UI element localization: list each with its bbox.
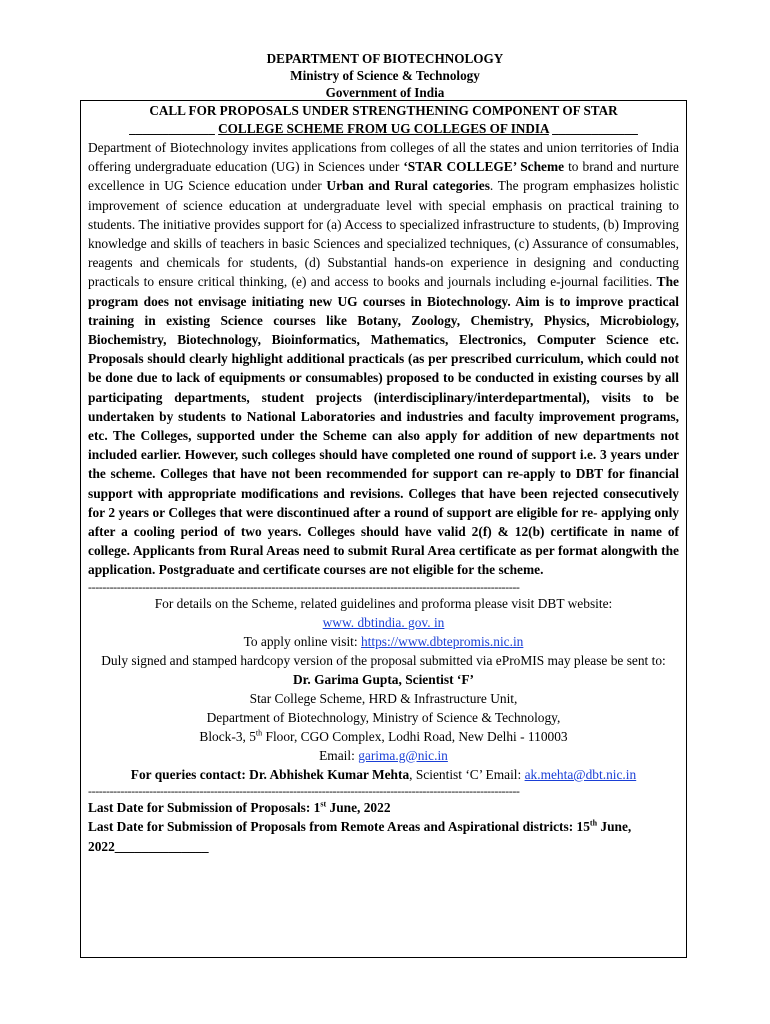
ministry-title: Ministry of Science & Technology (290, 68, 480, 83)
title-underline-left: _____________ (129, 121, 215, 136)
apply-online-line (88, 632, 679, 651)
separator-line: ------------------------------------------------------------------------------------------------------------------------ (88, 579, 520, 594)
address-line-3 (88, 727, 679, 746)
contact-name: Dr. Garima Gupta, Scientist ‘F’ (292, 671, 474, 687)
deadline-remote-label: Last Date for Submission of Proposals from Remote Areas and Aspirational districts: 15 (88, 819, 590, 835)
deadline-general-label: Last Date for Submission of Proposals: 1 (88, 799, 321, 815)
hardcopy-text: Duly signed and stamped hardcopy version of the proposal submitted via eProMIS may please be sent to: (101, 652, 666, 668)
contact-email-link[interactable]: garima.g@nic.in (358, 747, 448, 763)
description-text-2: to brand and nurture excellence in UG Science education under (88, 159, 679, 194)
queries-role: , Scientist ‘C’ Email: (409, 766, 525, 782)
queries-line (88, 765, 679, 784)
apply-online-label: To apply online visit: (243, 633, 361, 649)
email-label: Email: (319, 747, 359, 763)
epromis-link[interactable]: https://www.dbtepromis.nic.in (360, 633, 524, 649)
description-text-1: Department of Biotechnology invites applications from colleges of all the states and union territories of India offering undergraduate education (UG) in Sciences under (88, 140, 679, 175)
deadline-general (88, 798, 679, 818)
description-scheme-name: ‘STAR COLLEGE’ Scheme (403, 159, 565, 175)
deadline-general-date: June, 2022 (326, 799, 391, 815)
department-title: DEPARTMENT OF BIOTECHNOLOGY (266, 51, 504, 66)
title-underline-right: _____________ (552, 121, 638, 136)
call-box (80, 100, 687, 958)
deadline-remote-suffix: th (589, 818, 598, 828)
address-block: Block-3, 5 (199, 728, 256, 744)
address-line-1: Star College Scheme, HRD & Infrastructure Unit, (249, 690, 518, 706)
document-header (0, 50, 770, 101)
deadline-remote (88, 817, 679, 856)
deadlines-section (88, 798, 679, 857)
description-text-3: . The program emphasizes holistic improvement of science education at undergraduate level with special emphasis on practical training to students. The initiative provides support for (a) Access to specialized infrastructure to students, (b) Improving knowledge and skills of teachers in basic Sciences and specialized techniques, (c) Assurance of consumables, reagents and chemicals for students, (d) Substantial hands-on experience in designing and conducting practicals to ensure critical thinking, (e) and access to books and journals including e-journal facilities. (88, 178, 680, 290)
details-section (88, 594, 679, 784)
deadline-general-suffix: st (320, 799, 327, 809)
call-title-line1: CALL FOR PROPOSALS UNDER STRENGTHENING COMPONENT OF STAR (149, 103, 618, 118)
queries-email-link[interactable]: ak.mehta@dbt.nic.in (524, 766, 637, 782)
details-text: For details on the Scheme, related guidelines and proforma please visit DBT website: (154, 595, 613, 611)
dbt-website-link[interactable]: www. dbtindia. gov. in (322, 614, 445, 630)
description-categories: Urban and Rural categories (326, 178, 490, 194)
email-line (88, 746, 679, 765)
deadline-remote-date: June, 2022______________ (88, 819, 632, 854)
government-title: Government of India (325, 85, 445, 100)
address-line-2: Department of Biotechnology, Ministry of Science & Technology, (206, 709, 561, 725)
separator-line-2: ------------------------------------------------------------------------------------------------------------------------ (88, 783, 520, 798)
address-floor-suffix: th (255, 728, 263, 738)
description-eligibility: The program does not envisage initiating new UG courses in Biotechnology. Aim is to improve practical training in existing Science courses like Botany, Zoology, Chemistry, Physics, Microbiology, Biochemistry, Biotechnology, Bioinformatics, Mathematics, Electronics, Computer Science etc. Proposals should clearly highlight additional practicals (as per prescribed curriculum, which could not be done due to lack of equipments or consumables) proposed to be conducted in existing courses by all participating departments, student projects (interdisciplinary/interdepartmental), visits to be undertaken by students to National Laboratories and industries and faculty improvement programs, etc. The Colleges, supported under the Scheme can also apply for addition of new departments not included earlier. However, such colleges should have completed one round of support i.e. 3 years under the scheme. Colleges that have not been recommended for support can re-apply to DBT for financial support with appropriate modifications and revisions. Colleges that have been rejected consecutively for 2 years or Colleges that were discontinued after a round of support are eligible for re- applying only after a cooling period of two years. Colleges should have valid 2(f) & 12(b) certificate in name of college. Applicants from Rural Areas need to submit Rural Area certificate as per format alongwith the application. Postgraduate and certificate courses are not eligible for the scheme. (88, 274, 679, 578)
call-description (88, 138, 679, 580)
call-title-scheme: COLLEGE SCHEME FROM UG COLLEGES OF INDIA (218, 121, 549, 136)
address-location: Floor, CGO Complex, Lodhi Road, New Delhi - 110003 (262, 728, 568, 744)
call-title (88, 102, 679, 138)
queries-contact: For queries contact: Dr. Abhishek Kumar Mehta (130, 766, 410, 782)
call-title-line2 (88, 120, 679, 138)
